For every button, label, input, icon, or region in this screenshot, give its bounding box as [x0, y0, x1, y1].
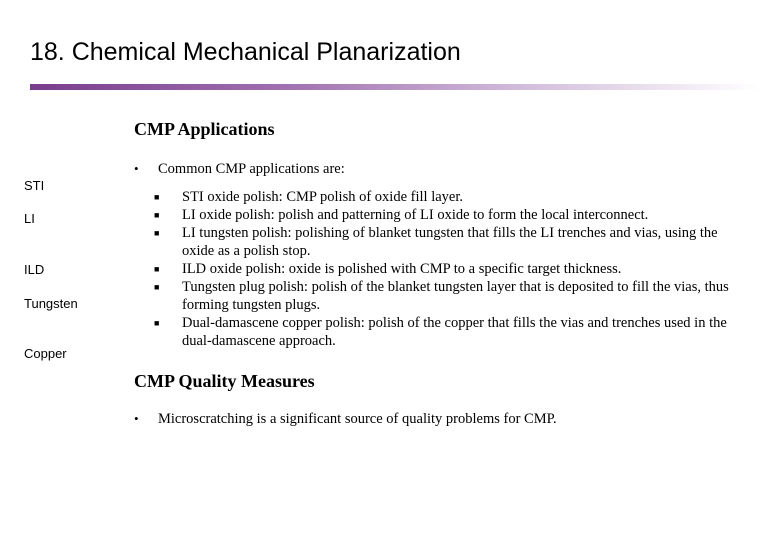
applications-heading: CMP Applications: [134, 119, 275, 139]
sidebar-label-sti: STI: [24, 178, 45, 193]
application-item-tungsten-plug: Tungsten plug polish: polish of the blanket tungsten layer that is deposited to fill the vias, thus forming tungsten plugs.: [182, 279, 729, 313]
sidebar-label-ild: ILD: [24, 262, 45, 277]
sidebar-label-li: LI: [24, 211, 35, 226]
square-bullet-icon: ■: [154, 282, 160, 292]
square-bullet-icon: ■: [154, 210, 160, 220]
quality-heading: CMP Quality Measures: [134, 371, 315, 391]
bullet-marker: •: [134, 411, 139, 426]
document-body: [134, 118, 734, 428]
list-item: [134, 278, 734, 314]
application-item-copper: Dual-damascene copper polish: polish of the copper that fills the vias and trenches used in the dual-damascene approach.: [182, 315, 727, 349]
application-item-li-oxide: LI oxide polish: polish and patterning of LI oxide to form the local interconnect.: [182, 207, 649, 223]
application-item-li-tungsten: LI tungsten polish: polishing of blanket tungsten that fills the LI trenches and vias, using the oxide as a polish stop.: [182, 225, 718, 259]
application-item-ild: ILD oxide polish: oxide is polished with CMP to a specific target thickness.: [182, 261, 622, 277]
applications-list: [134, 188, 734, 350]
list-item: [134, 224, 734, 260]
sidebar-label-tungsten: Tungsten: [24, 296, 78, 311]
list-item: [134, 314, 734, 350]
list-item: [134, 206, 734, 224]
list-item: [134, 260, 734, 278]
square-bullet-icon: ■: [154, 228, 160, 238]
applications-intro-bullet: [134, 160, 734, 178]
application-item-sti: STI oxide polish: CMP polish of oxide fill layer.: [182, 189, 463, 205]
quality-item: Microscratching is a significant source of quality problems for CMP.: [158, 411, 557, 427]
bullet-marker: •: [134, 161, 139, 176]
applications-intro: Common CMP applications are:: [158, 161, 345, 177]
list-item: [134, 188, 734, 206]
slide-title: 18. Chemical Mechanical Planarization: [30, 38, 461, 66]
title-divider: [30, 84, 760, 90]
square-bullet-icon: ■: [154, 192, 160, 202]
sidebar-label-copper: Copper: [24, 346, 67, 361]
square-bullet-icon: ■: [154, 318, 160, 328]
quality-bullet: [134, 410, 734, 428]
square-bullet-icon: ■: [154, 264, 160, 274]
